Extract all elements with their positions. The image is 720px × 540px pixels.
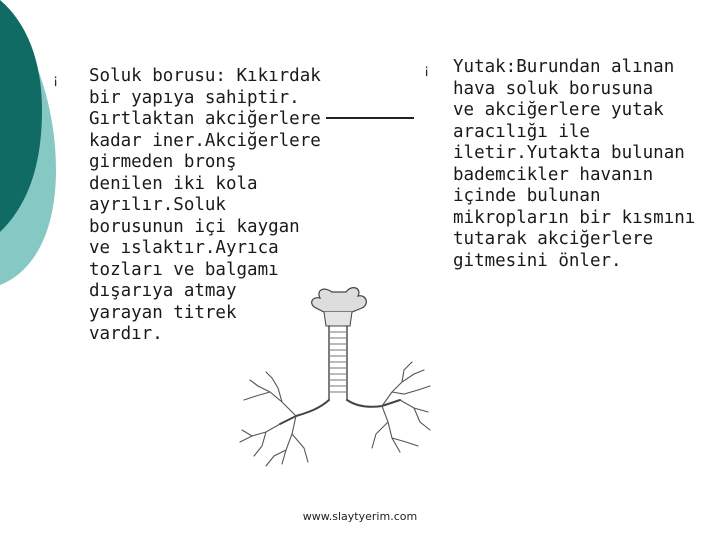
underline-decoration bbox=[326, 117, 414, 119]
trachea-description-text: Soluk borusu: Kıkırdak bir yapıya sahiptir. Gırtlaktan akciğerlere kadar iner.Akciğerlere girmeden bronş denilen iki kola ayrılır.Soluk borusunun içi kaygan ve ıslaktır.Ayrıca tozları ve balgamı dışarıya atmay yarayan titrek vardır. bbox=[89, 66, 321, 344]
bullet-marker-right: ¡ bbox=[424, 63, 430, 78]
footer-website bbox=[0, 510, 720, 523]
trachea-bronchi-illustration bbox=[232, 282, 442, 494]
footer-website-text: www.slaytyerim.com bbox=[302, 510, 418, 523]
decorative-teal-shapes bbox=[0, 0, 60, 300]
bullet-marker-left: ¡ bbox=[53, 73, 59, 88]
pharynx-description-text: Yutak:Burundan alınan hava soluk borusuna ve akciğerlere yutak aracılığı ile iletir.Yutakta bulunan bademcikler havanın içinde bulunan mikropların bir kısmını tutarak akciğerlere gitmesini önler. bbox=[453, 57, 696, 271]
